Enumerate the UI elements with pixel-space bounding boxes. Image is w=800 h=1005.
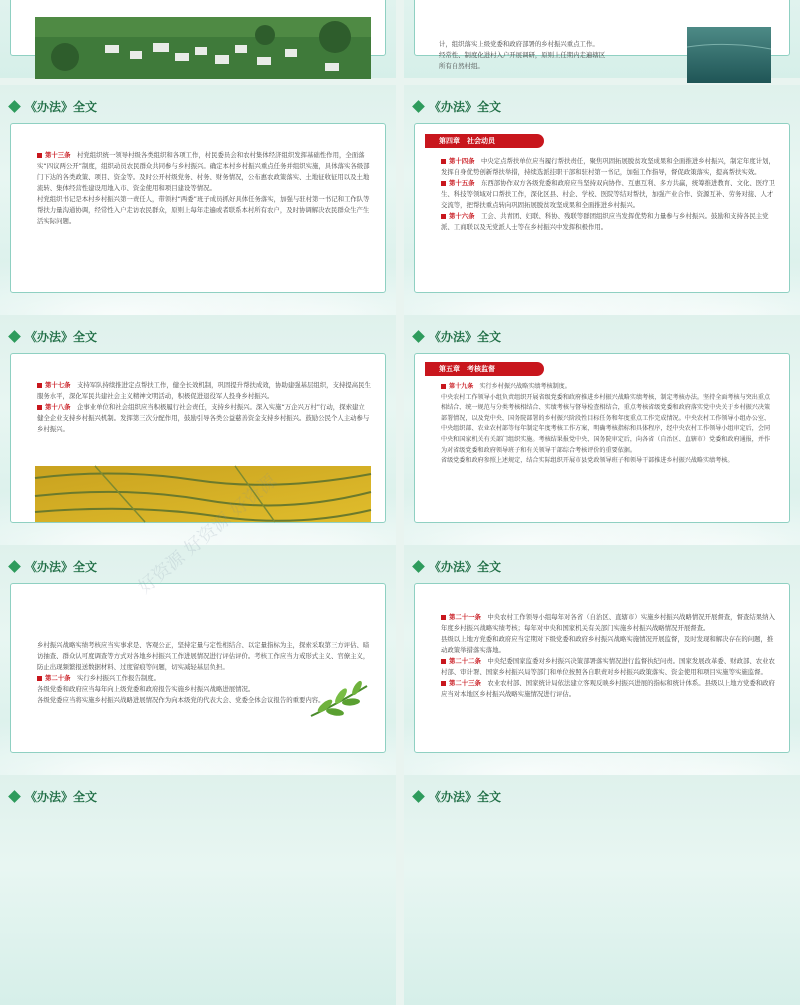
slide-article-13 xyxy=(0,85,396,315)
content-panel xyxy=(414,353,790,523)
slide-chapter-5 xyxy=(404,315,800,545)
slide-title: 《办法》全文 xyxy=(429,560,502,574)
content-panel xyxy=(10,123,386,293)
slide-chapter-4 xyxy=(404,85,800,315)
bullet-square-icon xyxy=(441,159,446,164)
slide-article-17 xyxy=(0,315,396,545)
bullet-square-icon xyxy=(441,181,446,186)
slide-title: 《办法》全文 xyxy=(429,330,502,344)
article-text: 各级党委和政府应当每年向上级党委和政府报告实施乡村振兴战略进展情况。 xyxy=(37,685,255,693)
article-text: 中央纪委国家监委对乡村振兴决策部署落实情况进行监督执纪问责。国家发展改革委、财政部、农业农村部、审计署、国家乡村振兴局等部门和单位按照各自职责对乡村振兴政策落实、资金使用和项目实施等实施监督。 xyxy=(441,657,775,676)
article-text: 中央农村工作领导小组负责组织开展省级党委和政府推进乡村振兴战略实绩考核，制定考核办法。坚持全面考核与突出重点相结合、统一规范与分类考核相结合、实绩考核与督导检查相结合，重点考核省级党委和政府落实党中央关于乡村振兴决策部署情况，以及党中央、国务院部署的乡村振兴阶段性目标任务和年度重点工作完成情况。中央农村工作领导小组办公室、中央组织部、农业农村部等每年制定年度考核工作方案，明确考核指标和具体程序，经中央农村工作领导小组审定后，会同中央和国家机关有关部门组织实施。考核结果报党中央、国务院审定后，向各省（自治区、直辖市）党委和政府通报，并作为对省级党委和政府领导班子和有关领导干部综合考核评价的重要依据。 xyxy=(441,393,771,454)
article-text: 各级党委应当将实施乡村振兴战略进展情况作为向本级党的代表大会、党委全体会议报告的重要内容。 xyxy=(37,696,325,704)
bullet-square-icon xyxy=(441,681,446,686)
article-text: 中央农村工作领导小组每年对各省（自治区、直辖市）实施乡村振兴战略情况开展督查，督查结果纳入年度乡村振兴战略实绩考核；每年对中央和国家机关有关部门实施乡村振兴战略情况开展督查。 xyxy=(441,613,775,632)
chapter-banner: 第四章 社会动员 xyxy=(425,134,544,148)
article-text: 县级以上地方党委和政府应当定期对下级党委和政府乡村振兴战略实施情况开展监督，及时发现和解决存在的问题，推动政策举措落实落地。 xyxy=(441,635,774,654)
bullet-square-icon xyxy=(37,153,42,158)
article-number: 第二十三条 xyxy=(449,679,481,687)
slide-title: 《办法》全文 xyxy=(25,100,98,114)
article-text: 支持军队持续推进定点帮扶工作，健全长效机制，巩固提升帮扶成效，协助建强基层组织，支持提高民生服务水平，深化军民共建社会主义精神文明活动，积极促进退役军人投身乡村振兴。 xyxy=(37,381,371,400)
bullet-square-icon xyxy=(441,214,446,219)
content-panel xyxy=(414,0,790,70)
article-number: 第十五条 xyxy=(449,179,475,187)
article-number: 第十七条 xyxy=(45,381,71,389)
article-number: 第十四条 xyxy=(449,157,475,165)
leaf-branch-icon xyxy=(307,680,371,720)
article-number: 第二十一条 xyxy=(449,613,481,621)
bullet-square-icon xyxy=(37,383,42,388)
article-text: 东西部协作双方各级党委和政府应当坚持双向协作、互惠互利、多方共赢，统筹推进教育、文化、医疗卫生、科技等领域对口帮扶工作，深化区县、村企、学校、医院等结对帮扶，加强产业合作、资源互补、劳务对接、人才交流等，把帮扶重点转向巩固拓展脱贫攻坚成果和全面推进乡村振兴。 xyxy=(441,179,775,209)
article-text: 村党组织统一领导村级各类组织和各项工作，村民委员会和农村集体经济组织发挥基础性作用，全面落实“四议两公开”制度，组织动员农民群众共同参与乡村振兴。确定本村乡村振兴重点任务并组织实施，具体落实各级部门下达的各类政策、项目、资金等。及时公开村级党务、村务、财务情况，公布惠农政策落实、土地征收征用以及土地流转、集体经营性建设用地入市、资金使用和项目建设等情况。 xyxy=(37,151,370,192)
bullet-square-icon xyxy=(441,615,446,620)
slide-bottom-left xyxy=(0,775,396,1005)
village-photo xyxy=(35,17,371,79)
article-text: 工会、共青团、妇联、科协、残联等群团组织应当发挥优势和力量参与乡村振兴。鼓励和支持各民主党派、工商联以及无党派人士等在乡村振兴中发挥积极作用。 xyxy=(441,212,769,231)
slide-article-21 xyxy=(404,545,800,775)
slide-title: 《办法》全文 xyxy=(25,790,98,804)
content-panel xyxy=(10,353,386,523)
slide-title: 《办法》全文 xyxy=(25,560,98,574)
slide-top-right xyxy=(404,0,800,78)
diamond-icon xyxy=(412,790,425,803)
bullet-square-icon xyxy=(37,676,42,681)
article-text: 实行乡村振兴工作报告制度。 xyxy=(76,674,161,682)
content-panel xyxy=(10,583,386,753)
chapter-banner: 第五章 考核监督 xyxy=(425,362,544,376)
content-panel xyxy=(414,123,790,293)
article-text: 中央定点帮扶单位应当履行帮扶责任，聚焦巩固拓展脱贫攻坚成果和全面推进乡村振兴，制定年度计划，发挥自身优势创新帮扶举措，持续选派挂职干部和驻村第一书记，加强工作指导，督促政策落实，提高帮扶实效。 xyxy=(441,157,775,176)
diamond-icon xyxy=(8,100,21,113)
diamond-icon xyxy=(412,560,425,573)
slide-bottom-right xyxy=(404,775,800,1005)
bullet-square-icon xyxy=(37,405,42,410)
article-number: 第二十二条 xyxy=(449,657,481,665)
lake-photo xyxy=(687,27,771,83)
bullet-square-icon xyxy=(441,384,446,389)
slide-top-left xyxy=(0,0,396,78)
slide-article-20 xyxy=(0,545,396,775)
diamond-icon xyxy=(8,560,21,573)
slide-title: 《办法》全文 xyxy=(429,790,502,804)
text-line: 所有自然村组。 xyxy=(439,62,484,70)
slide-title: 《办法》全文 xyxy=(429,100,502,114)
text-line: 计，组织落实上级党委和政府部署的乡村振兴重点工作。 xyxy=(439,40,599,48)
article-number: 第十八条 xyxy=(45,403,71,411)
article-text: 企事业单位和社会组织应当积极履行社会责任，支持乡村振兴。深入实施“万企兴万村”行动，探索建立健全企业支持乡村振兴机制。发挥第三次分配作用，鼓励引导各类公益慈善资金支持乡村振兴。鼓励公民个人主动参与乡村振兴。 xyxy=(37,403,370,433)
diamond-icon xyxy=(412,330,425,343)
text-line: 经常性、制度化进村入户开展调研，原则上任期内走遍辖区 xyxy=(439,51,606,59)
article-text: 农业农村部、国家统计局依法建立客观反映乡村振兴进展的指标和统计体系。县级以上地方党委和政府应当对本地区乡村振兴战略实施情况进行评估。 xyxy=(441,679,775,698)
diamond-icon xyxy=(412,100,425,113)
content-panel xyxy=(414,583,790,753)
article-number: 第二十条 xyxy=(45,674,71,682)
article-text: 实行乡村振兴战略实绩考核制度。 xyxy=(479,383,571,390)
slide-title: 《办法》全文 xyxy=(25,330,98,344)
article-text: 村党组织书记是本村乡村振兴第一责任人，带领村“两委”班子成员抓好具体任务落实，加强与驻村第一书记和工作队等帮扶力量沟通协调，经常性入户走访农民群众，原则上每年走遍或者联系本村所有农户，及时协调解决农民群众生产生活实际问题。 xyxy=(37,195,370,225)
diamond-icon xyxy=(8,790,21,803)
content-panel xyxy=(10,0,386,56)
article-text: 乡村振兴战略实绩考核应当实事求是、客观公正，坚持定量与定性相结合、以定量指标为主，探索采取第三方评估、暗访抽查、群众认可度调查等方式对各地乡村振兴工作进展情况进行评估评价。考核工作应当力戒形式主义、官僚主义，防止出现频繁报送数据材料、过度留痕等问题，切实减轻基层负担。 xyxy=(37,641,370,671)
article-number: 第十九条 xyxy=(449,383,474,390)
rice-terrace-photo xyxy=(35,466,371,522)
article-text: 省级党委和政府参照上述规定，结合实际组织开展市县党政领导班子和领导干部推进乡村振兴战略实绩考核。 xyxy=(441,457,734,465)
bullet-square-icon xyxy=(441,659,446,664)
article-number: 第十六条 xyxy=(449,212,475,220)
article-number: 第十三条 xyxy=(45,151,71,159)
diamond-icon xyxy=(8,330,21,343)
